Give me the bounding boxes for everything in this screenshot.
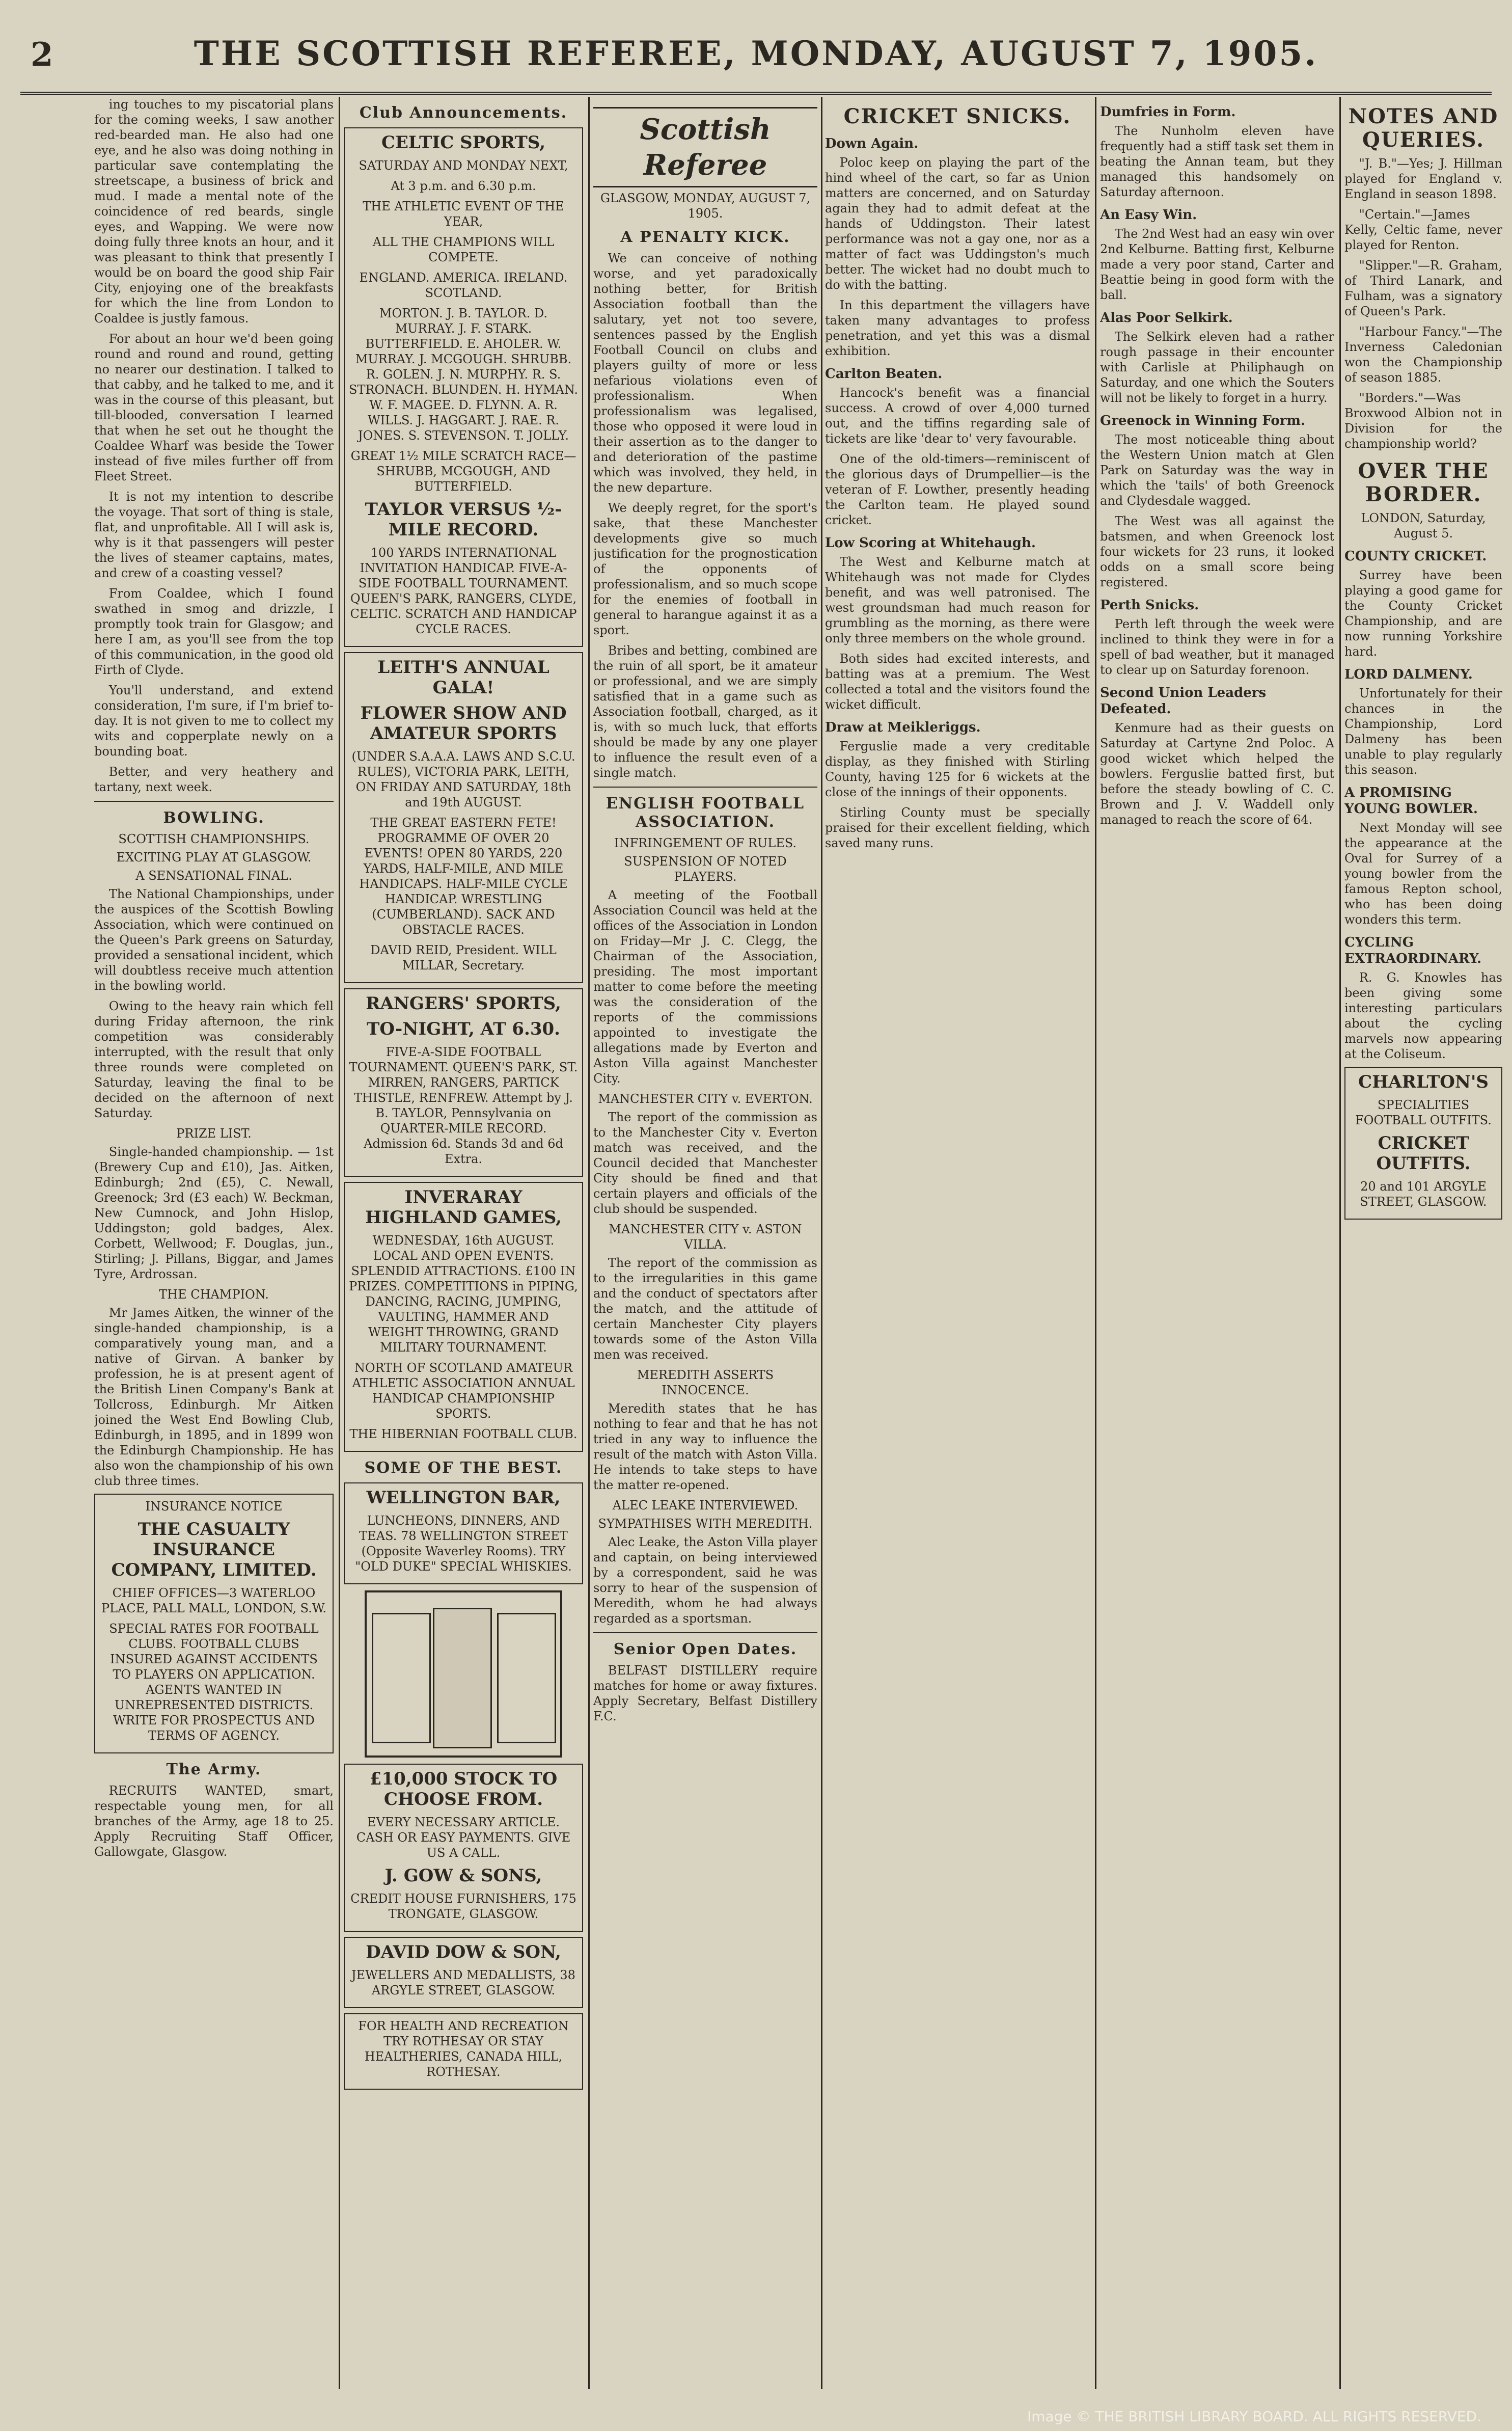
advert-text: FOR HEALTH AND RECREATION TRY ROTHESAY OR STAY HEALTHERIES, CANADA HILL, ROTHESAY. <box>358 2019 569 2079</box>
advert-title: RANGERS' SPORTS, <box>366 993 561 1014</box>
column-2 <box>344 97 583 2389</box>
section-heading: A PENALTY KICK. <box>620 228 790 246</box>
advert-text: FIVE-A-SIDE FOOTBALL TOURNAMENT. QUEEN'S PARK, ST. MIRREN, RANGERS, PARTICK THISTLE, RENFREW. Attempt by J. B. TAYLOR, Pennsylvania on QUARTER-MILE RECORD. Admission 6d. Stands 3d and 6d Extra. <box>349 1045 578 1166</box>
article-paragraph: The 2nd West had an easy win over 2nd Kelburne. Batting first, Kelburne made a very poor stand, Carter and Beattie being in good form with the ball. <box>1100 227 1334 302</box>
article-paragraph: Both sides had excited interests, and batting was at a premium. The West collected a total and the visitors found the wicket difficult. <box>825 652 1090 712</box>
advert-text: THE GREAT EASTERN FETE! PROGRAMME OF OVER 20 EVENTS! OPEN 80 YARDS, 220 YARDS, HALF-MILE, AND MILE HANDICAPS. HALF-MILE CYCLE HANDICAP. WRESTLING (CUMBERLAND). SACK AND OBSTACLE RACES. <box>359 816 568 937</box>
article-paragraph: The report of the commission as to the irregularities in this game and the conduct of spectators after the match, and the attitude of certain Manchester City players towards some of the Aston Villa men was received. <box>593 1256 817 1362</box>
advert-title: TAYLOR VERSUS ½-MILE RECORD. <box>365 499 562 540</box>
section-heading: OVER THE BORDER. <box>1358 459 1489 506</box>
rothesay-advert <box>344 2013 583 2090</box>
scottish-referee-logo: Scottish Referee <box>593 107 817 187</box>
advert-text: (UNDER S.A.A.A. LAWS AND S.C.U. RULES), VICTORIA PARK, LEITH, ON FRIDAY AND SATURDAY, 18th and 19th AUGUST. <box>351 749 575 809</box>
subheading: Greenock in Winning Form. <box>1100 413 1306 428</box>
subheading: THE CHAMPION. <box>159 1287 269 1302</box>
divider <box>593 787 817 788</box>
article-paragraph: Meredith states that he has nothing to fear and that he has not tried in any way to influence the result of the match with Aston Villa. He intends to take steps to have the matter re-opened. <box>593 1401 817 1492</box>
inveraray-games-advert <box>344 1182 583 1452</box>
article-paragraph: RECRUITS WANTED, smart, respectable young men, for all branches of the Army, age 18 to 25. Apply Recruiting Staff Officer, Gallowgate, Glasgow. <box>94 1784 334 1859</box>
advert-title: CHARLTON'S <box>1358 1072 1489 1092</box>
article-paragraph: One of the old-timers—reminiscent of the glorious days of Drumpellier—is the veteran of F. Lowther, presently heading the Carlton team. He played sound cricket. <box>825 452 1090 527</box>
query-answer: "Slipper."—R. Graham, of Third Lanark, and Fulham, was a signatory of Queen's Park. <box>1344 258 1502 318</box>
column-rule <box>588 97 590 2389</box>
leith-gala-advert <box>344 652 583 983</box>
article-paragraph: We deeply regret, for the sport's sake, that these Manchester developments give so much justification for the prognostication of the opponents of professionalism, and so much scope for the enemies of football in general to harangue against it as a sport. <box>593 501 817 637</box>
section-heading: Senior Open Dates. <box>613 1640 798 1658</box>
advert-title: FLOWER SHOW AND AMATEUR SPORTS <box>360 703 567 744</box>
subheading: A SENSATIONAL FINAL. <box>135 869 292 883</box>
article-paragraph: The report of the commission as to the Manchester City v. Everton match was received, and the Council decided that Manchester City should be fined and that certain players and officials of the club should be suspended. <box>593 1110 817 1216</box>
article-paragraph: The most noticeable thing about the Western Union match at Glen Park on Saturday was the way in which the 'tails' of both Greenock and Clydesdale wagged. <box>1100 433 1334 508</box>
article-paragraph: From Coaldee, which I found swathed in smog and drizzle, I promptly took train for Glasgow; and here I am, as you'll see from the top of this communication, in the good old Firth of Clyde. <box>94 586 334 677</box>
query-answer: "Borders."—Was Broxwood Albion not in Division for the championship world? <box>1344 391 1502 451</box>
subheading: Down Again. <box>825 136 919 151</box>
section-heading: BOWLING. <box>163 809 265 827</box>
dateline: LONDON, Saturday, August 5. <box>1361 511 1486 541</box>
section-heading: CRICKET SNICKS. <box>843 104 1071 128</box>
advert-text: EVERY NECESSARY ARTICLE. CASH OR EASY PAYMENTS. GIVE US A CALL. <box>356 1815 571 1860</box>
subheading: Carlton Beaten. <box>825 366 943 382</box>
section-heading: ENGLISH FOOTBALL ASSOCIATION. <box>606 795 805 831</box>
article-paragraph: Next Monday will see the appearance at the Oval for Surrey of a young bowler from the famous Repton school, who has been doing wonders this term. <box>1344 821 1502 927</box>
subheading: MANCHESTER CITY v. ASTON VILLA. <box>609 1222 802 1252</box>
advert-text: THE HIBERNIAN FOOTBALL CLUB. <box>349 1427 578 1441</box>
advert-title: DAVID DOW & SON, <box>366 1942 561 1962</box>
column-rule <box>1339 97 1341 2389</box>
advert-title: LEITH'S ANNUAL GALA! <box>377 657 549 698</box>
subheading: Second Union Leaders Defeated. <box>1100 685 1267 717</box>
advert-text: ENGLAND. AMERICA. IRELAND. SCOTLAND. <box>359 271 568 300</box>
wardrobe-door <box>497 1613 556 1743</box>
column-rule <box>339 97 340 2389</box>
column-3 <box>593 97 817 2389</box>
subheading: SYMPATHISES WITH MEREDITH. <box>598 1517 813 1531</box>
article-paragraph: In this department the villagers have taken many advantages to profess penetration, and yet this was a dismal exhibition. <box>825 298 1090 358</box>
advert-title: CELTIC SPORTS, <box>381 132 546 153</box>
article-paragraph: Owing to the heavy rain which fell during Friday afternoon, the rink competition was considerably interrupted, with the result that only three rounds were completed on Saturday, leaving the final to be decided on the afternoon of next Saturday. <box>94 999 334 1120</box>
article-paragraph: BELFAST DISTILLERY require matches for home or away fixtures. Apply Secretary, Belfast Distillery F.C. <box>593 1663 817 1723</box>
subheading: COUNTY CRICKET. <box>1344 549 1487 564</box>
subheading: Dumfries in Form. <box>1100 104 1236 120</box>
article-paragraph: It is not my intention to describe the voyage. That sort of thing is stale, flat, and unprofitable. All I will ask is, why is it that passengers will pester the lives of steamer captains, mates, and crew of a coasting vessel? <box>94 490 334 580</box>
column-5 <box>1100 97 1334 2389</box>
article-paragraph: Perth left through the week were inclined to think they were in for a spell of bad weather, but it managed to clear up on Saturday forenoon. <box>1100 617 1334 677</box>
subheading: A PROMISING YOUNG BOWLER. <box>1344 785 1478 817</box>
advert-text: LUNCHEONS, DINNERS, AND TEAS. 78 WELLINGTON STREET (Opposite Waverley Rooms). TRY "OLD DUKE" SPECIAL WHISKIES. <box>355 1514 572 1574</box>
article-paragraph: The National Championships, under the auspices of the Scottish Bowling Association, which were continued on the Queen's Park greens on Saturday, provided a sensational incident, which will doubtless receive much attention in the bowling world. <box>94 887 334 993</box>
rangers-sports-advert <box>344 988 583 1177</box>
advert-text: At 3 p.m. and 6.30 p.m. <box>391 179 536 193</box>
section-heading: Club Announcements. <box>359 104 568 122</box>
subheading: CYCLING EXTRAORDINARY. <box>1344 935 1482 966</box>
article-paragraph: Poloc keep on playing the part of the hind wheel of the cart, so far as Union matters are concerned, and on Saturday again they had to admit defeat at the hands of Uddingston. Their latest performance was not a gay one, nor as a matter of fact was Uddingston's much better. The wicket had no doubt much to do with the batting. <box>825 155 1090 292</box>
divider <box>593 1632 817 1633</box>
article-paragraph: Better, and very heathery and tartany, next week. <box>94 765 334 794</box>
article-paragraph: The Nunholm eleven have frequently had a stiff task set them in beating the Annan team, but they managed this handsomely on Saturday afternoon. <box>1100 124 1334 199</box>
advert-text: WEDNESDAY, 16th AUGUST. LOCAL AND OPEN EVENTS. SPLENDID ATTRACTIONS. £100 IN PRIZES. COMPETITIONS in PIPING, DANCING, RACING, JUMPING, VAULTING, HAMMER AND WEIGHT THROWING, GRAND MILITARY TOURNAMENT. <box>349 1233 578 1355</box>
advert-title: THE CASUALTY INSURANCE COMPANY, LIMITED. <box>111 1519 317 1580</box>
advert-text: NORTH OF SCOTLAND AMATEUR ATHLETIC ASSOCIATION ANNUAL HANDICAP CHAMPIONSHIP SPORTS. <box>352 1361 575 1421</box>
article-paragraph: Alec Leake, the Aston Villa player and captain, on being interviewed by a correspondent, said he was sorry to hear of the suspension of Meredith, whom he had always regarded as a sportsman. <box>593 1535 817 1626</box>
advert-title: WELLINGTON BAR, <box>366 1488 561 1508</box>
advert-title: TO-NIGHT, AT 6.30. <box>367 1019 560 1039</box>
advert-text: CHIEF OFFICES—3 WATERLOO PLACE, PALL MALL, LONDON, S.W. <box>101 1586 326 1615</box>
advert-text: SPECIALITIES FOOTBALL OUTFITS. <box>1355 1098 1492 1127</box>
insurance-advert <box>94 1494 334 1753</box>
newspaper-title: THE SCOTTISH REFEREE, MONDAY, AUGUST 7, 1905. <box>194 34 1318 73</box>
article-paragraph: Unfortunately for their chances in the Championship, Lord Dalmeny has been unable to play regularly this season. <box>1344 686 1502 777</box>
advert-text: SPECIAL RATES FOR FOOTBALL CLUBS. FOOTBALL CLUBS INSURED AGAINST ACCIDENTS TO PLAYERS ON APPLICATION. AGENTS WANTED IN UNREPRESENTED DISTRICTS. WRITE FOR PROSPECTUS AND TERMS OF AGENCY. <box>109 1622 319 1743</box>
subheading: MEREDITH ASSERTS INNOCENCE. <box>637 1368 774 1397</box>
article-paragraph: Stirling County must be specially praised for their excellent fielding, which saved many runs. <box>825 805 1090 850</box>
query-answer: "J. B."—Yes; J. Hillman played for England v. England in season 1898. <box>1344 156 1502 201</box>
advert-title: INVERARAY HIGHLAND GAMES, <box>365 1187 562 1228</box>
column-rule <box>1095 97 1096 2389</box>
article-paragraph: For about an hour we'd been going round and round and round, getting no nearer our destination. I talked to that cabby, and he talked to me, and it was in the course of this pleasant, but till-blooded, conversation I learned that when he set out he thought the Coaldee Wharf was beside the Tower instead of five miles further off from Fleet Street. <box>94 332 334 483</box>
wardrobe-mirror <box>433 1608 492 1748</box>
advert-heading: INSURANCE NOTICE <box>145 1499 283 1514</box>
article-paragraph: Hancock's benefit was a financial success. A crowd of over 4,000 turned out, and the tiffins regarding sale of tickets are like 'dear to' very favourable. <box>825 386 1090 446</box>
advert-title: £10,000 STOCK TO CHOOSE FROM. <box>369 1769 558 1809</box>
section-heading: SOME OF THE BEST. <box>364 1459 563 1477</box>
furnishers-advert <box>344 1764 583 1932</box>
advert-text: THE ATHLETIC EVENT OF THE YEAR, <box>363 199 564 229</box>
page-number: 2 <box>31 36 53 74</box>
article-paragraph: Mr James Aitken, the winner of the single-handed championship, is a comparatively young man, and a native of Girvan. A banker by profession, he is at present agent of the British Linen Company's Bank at Tollcross, Edinburgh. Mr Aitken joined the West End Bowling Club, Edinburgh, in 1895, and in 1899 won the Edinburgh Championship. He has also won the championship of his own club three times. <box>94 1306 334 1488</box>
advert-text: GREAT 1½ MILE SCRATCH RACE— SHRUBB, MCGOUGH, AND BUTTERFIELD. <box>350 449 576 494</box>
advert-text: SATURDAY AND MONDAY NEXT, <box>359 158 568 173</box>
charlton-advert <box>1344 1067 1502 1220</box>
advert-text: JEWELLERS AND MEDALLISTS, 38 ARGYLE STREET, GLASGOW. <box>351 1968 575 1997</box>
advert-title: J. GOW & SONS, <box>384 1866 542 1886</box>
article-paragraph: The Selkirk eleven had a rather rough passage in their encounter with Carlisle at Philiphaugh on Saturday, and one which the Souters will not be likely to forget in a hurry. <box>1100 330 1334 405</box>
subheading: PRIZE LIST. <box>176 1126 252 1141</box>
query-answer: "Harbour Fancy."—The Inverness Caledonian won the Championship of season 1885. <box>1344 325 1502 385</box>
column-rule <box>821 97 822 2389</box>
advert-text: ALL THE CHAMPIONS WILL COMPETE. <box>372 235 555 264</box>
subheading: An Easy Win. <box>1100 207 1197 223</box>
article-paragraph: ing touches to my piscatorial plans for the coming weeks, I saw another red-bearded man. He also had one eye, and he also was doing nothing in particular save contemplating the streetscape, a business of brick and mud. I made a mental note of the coincidence of red beards, single eyes, and Wapping. We were now doing fully three knots an hour, and it was pleasant to think that presently I would be on board the good ship Fair City, enjoying one of the breakfasts for which the line from London to Coaldee is justly famous. <box>94 97 334 326</box>
subheading: SCOTTISH CHAMPIONSHIPS. <box>118 832 310 846</box>
advert-title: CRICKET OUTFITS. <box>1376 1133 1471 1174</box>
advert-text: 20 and 101 ARGYLE STREET, GLASGOW. <box>1360 1179 1487 1209</box>
article-paragraph: You'll understand, and extend consideration, I'm sure, if I'm brief to-day. It is not given to me to collect my wits and copperplate newly on a bounding boat. <box>94 683 334 759</box>
article-paragraph: The West was all against the batsmen, and when Greenock lost four wickets for 23 runs, it looked odds on a small score being registered. <box>1100 514 1334 589</box>
advert-text: CREDIT HOUSE FURNISHERS, 175 TRONGATE, GLASGOW. <box>350 1892 576 1921</box>
article-paragraph: A meeting of the Football Association Council was held at the offices of the Association in London on Friday—Mr J. C. Clegg, the Chairman of the Association, presiding. The most important matter to come before the meeting was the consideration of the reports of the commissions appointed to investigate the allegations made by Everton and Aston Villa against Manchester City. <box>593 888 817 1086</box>
subheading: Perth Snicks. <box>1100 598 1199 613</box>
celtic-sports-advert <box>344 127 583 647</box>
subheading: Low Scoring at Whitehaugh. <box>825 535 1036 551</box>
article-paragraph: Single-handed championship. — 1st (Brewery Cup and £10), Jas. Aitken, Edinburgh; 2nd (£5), C. Newall, Greenock; 3rd (£3 each) W. Beckman, New Cumnock, and John Hislop, Uddingston; gold badges, Alex. Corbett, Wellwood; F. Douglas, jun., Stirling; J. Pillans, Biggar, and James Tyre, Ardrossan. <box>94 1145 334 1281</box>
subheading: INFRINGEMENT OF RULES. <box>614 836 797 850</box>
column-1 <box>94 97 334 2389</box>
subheading: MANCHESTER CITY v. EVERTON. <box>598 1092 813 1106</box>
article-paragraph: R. G. Knowles has been giving some interesting particulars about the cycling marvels now appearing at the Coliseum. <box>1344 970 1502 1061</box>
advert-text: MORTON. J. B. TAYLOR. D. MURRAY. J. F. STARK. BUTTERFIELD. E. AHOLER. W. MURRAY. J. MCGOUGH. SHRUBB. R. GOLEN. J. N. MURPHY. R. S. STRONACH. BLUNDEN. H. HYMAN. W. F. MAGEE. D. FLYNN. A. R. WILLS. J. HAGGART. J. RAE. R. JONES. S. STEVENSON. T. JOLLY. <box>349 306 579 443</box>
subheading: Alas Poor Selkirk. <box>1100 310 1233 326</box>
article-paragraph: Kenmure had as their guests on Saturday at Cartyne 2nd Poloc. A good wicket which helped the bowlers. Ferguslie batted first, but before the steady bowling of C. C. Brown and J. V. Waddell only managed to reach the score of 64. <box>1100 721 1334 827</box>
article-paragraph: Ferguslie made a very creditable display, as they finished with Stirling County, having 125 for 6 wickets at the close of the innings of their opponents. <box>825 739 1090 799</box>
dateline: GLASGOW, MONDAY, AUGUST 7, 1905. <box>600 191 811 221</box>
query-answer: "Certain."—James Kelly, Celtic fame, never played for Renton. <box>1344 207 1502 252</box>
wellington-bar-advert <box>344 1482 583 1584</box>
advert-text: 100 YARDS INTERNATIONAL INVITATION HANDICAP. FIVE-A-SIDE FOOTBALL TOURNAMENT. QUEEN'S PARK, RANGERS, CLYDE, CELTIC. SCRATCH AND HANDICAP CYCLE RACES. <box>350 546 577 636</box>
subheading: EXCITING PLAY AT GLASGOW. <box>116 850 312 865</box>
section-heading: NOTES AND QUERIES. <box>1348 104 1499 152</box>
subheading: LORD DALMENY. <box>1344 667 1473 682</box>
wardrobe-illustration <box>365 1590 562 1758</box>
advert-text: DAVID REID, President. WILL MILLAR, Secretary. <box>370 943 557 973</box>
image-credit: Image © THE BRITISH LIBRARY BOARD. ALL RIGHTS RESERVED. <box>1027 2408 1481 2425</box>
masthead <box>20 31 1492 95</box>
subheading: SUSPENSION OF NOTED PLAYERS. <box>624 854 787 884</box>
subheading: Draw at Meikleriggs. <box>825 720 981 735</box>
article-paragraph: We can conceive of nothing worse, and yet paradoxically nothing better, for British Association football than the salutary, yet not too severe, sentences passed by the English Football Council on clubs and players guilty of more or less nefarious violations even of professionalism. When professionalism was legalised, those who opposed it were loud in their assertion as to the danger to and deterioration of the pastime which was involved, they held, in the new departure. <box>593 251 817 495</box>
subheading: ALEC LEAKE INTERVIEWED. <box>612 1498 799 1512</box>
divider <box>94 801 334 802</box>
article-paragraph: The West and Kelburne match at Whitehaugh was not made for Clydes benefit, and was well patronised. The west groundsman had much reason for grumbling as the morning, as there were only three members on the whole ground. <box>825 555 1090 645</box>
column-6 <box>1344 97 1502 2389</box>
jewellers-advert <box>344 1937 583 2008</box>
article-paragraph: Surrey have been playing a good game for the County Cricket Championship, and are now running Yorkshire hard. <box>1344 568 1502 659</box>
section-heading: The Army. <box>166 1761 262 1778</box>
article-paragraph: Bribes and betting, combined are the ruin of all sport, be it amateur or professional, and we are simply satisfied that in a game such as Association football, charged, as it is, with so much luck, that efforts should be made by any one player to influence the result even of a single match. <box>593 643 817 780</box>
column-4 <box>825 97 1090 2389</box>
wardrobe-door <box>372 1613 431 1743</box>
